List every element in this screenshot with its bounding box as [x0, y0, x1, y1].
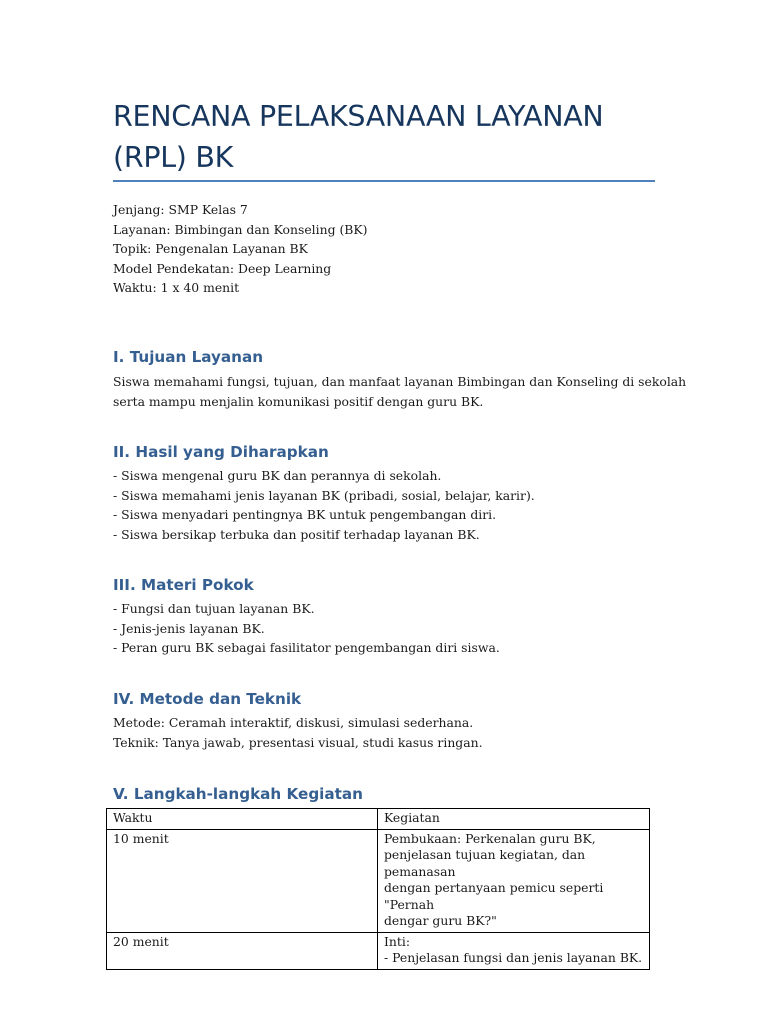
- section-materi-body: [113, 599, 673, 658]
- list-item: - Siswa bersikap terbuka dan positif terhadap layanan BK.: [113, 526, 480, 542]
- meta-model: Model Pendekatan: Deep Learning: [113, 260, 332, 276]
- heading-metode-teknik: IV. Metode dan Teknik: [113, 690, 302, 708]
- heading-langkah-kegiatan: V. Langkah-langkah Kegiatan: [113, 785, 363, 803]
- cell-line: dengan pertanyaan pemicu seperti "Pernah: [384, 880, 604, 912]
- section-hasil-body: [113, 466, 673, 544]
- document-title: RENCANA PELAKSANAAN LAYANAN (RPL) BK: [113, 100, 604, 174]
- table-header-waktu: Waktu: [107, 809, 378, 830]
- meta-layanan: Layanan: Bimbingan dan Konseling (BK): [113, 221, 368, 237]
- list-item: - Jenis-jenis layanan BK.: [113, 620, 265, 636]
- document-meta: [113, 200, 673, 298]
- paragraph-line: Siswa memahami fungsi, tujuan, dan manfaat layanan Bimbingan dan Konseling di sekolah: [113, 374, 687, 389]
- paragraph-line: Teknik: Tanya jawab, presentasi visual, studi kasus ringan.: [113, 734, 483, 750]
- cell-line: Pembukaan: Perkenalan guru BK,: [384, 830, 596, 846]
- heading-tujuan-layanan: I. Tujuan Layanan: [113, 348, 264, 366]
- cell-line: Inti:: [384, 933, 410, 949]
- cell-line: penjelasan tujuan kegiatan, dan pemanasan: [384, 847, 586, 879]
- cell-line: - Penjelasan fungsi dan jenis layanan BK.: [384, 950, 643, 965]
- table-cell-waktu: 10 menit: [107, 829, 378, 932]
- meta-jenjang: Jenjang: SMP Kelas 7: [113, 202, 248, 217]
- paragraph-line: serta mampu menjalin komunikasi positif dengan guru BK.: [113, 393, 484, 409]
- heading-hasil-diharapkan: II. Hasil yang Diharapkan: [113, 443, 329, 461]
- section-tujuan-body: [113, 372, 687, 411]
- table-header-row: [107, 809, 650, 830]
- paragraph-line: Metode: Ceramah interaktif, diskusi, simulasi sederhana.: [113, 715, 474, 730]
- list-item: - Siswa mengenal guru BK dan perannya di sekolah.: [113, 468, 442, 483]
- heading-materi-pokok: III. Materi Pokok: [113, 576, 254, 594]
- title-divider: [113, 180, 655, 182]
- table-cell-waktu: 20 menit: [107, 932, 378, 969]
- list-item: - Fungsi dan tujuan layanan BK.: [113, 601, 315, 616]
- section-metode-body: [113, 713, 673, 752]
- list-item: - Siswa menyadari pentingnya BK untuk pengembangan diri.: [113, 507, 497, 522]
- table-row: [107, 932, 650, 969]
- list-item: - Peran guru BK sebagai fasilitator pengembangan diri siswa.: [113, 640, 500, 655]
- table-header-kegiatan: Kegiatan: [378, 809, 650, 830]
- cell-line: dengar guru BK?": [384, 913, 497, 928]
- table-cell-kegiatan: [378, 829, 650, 932]
- activity-table: [106, 808, 650, 970]
- meta-topik: Topik: Pengenalan Layanan BK: [113, 241, 308, 256]
- table-cell-kegiatan: [378, 932, 650, 969]
- table-row: [107, 829, 650, 932]
- list-item: - Siswa memahami jenis layanan BK (pribadi, sosial, belajar, karir).: [113, 487, 535, 503]
- meta-waktu: Waktu: 1 x 40 menit: [113, 280, 240, 295]
